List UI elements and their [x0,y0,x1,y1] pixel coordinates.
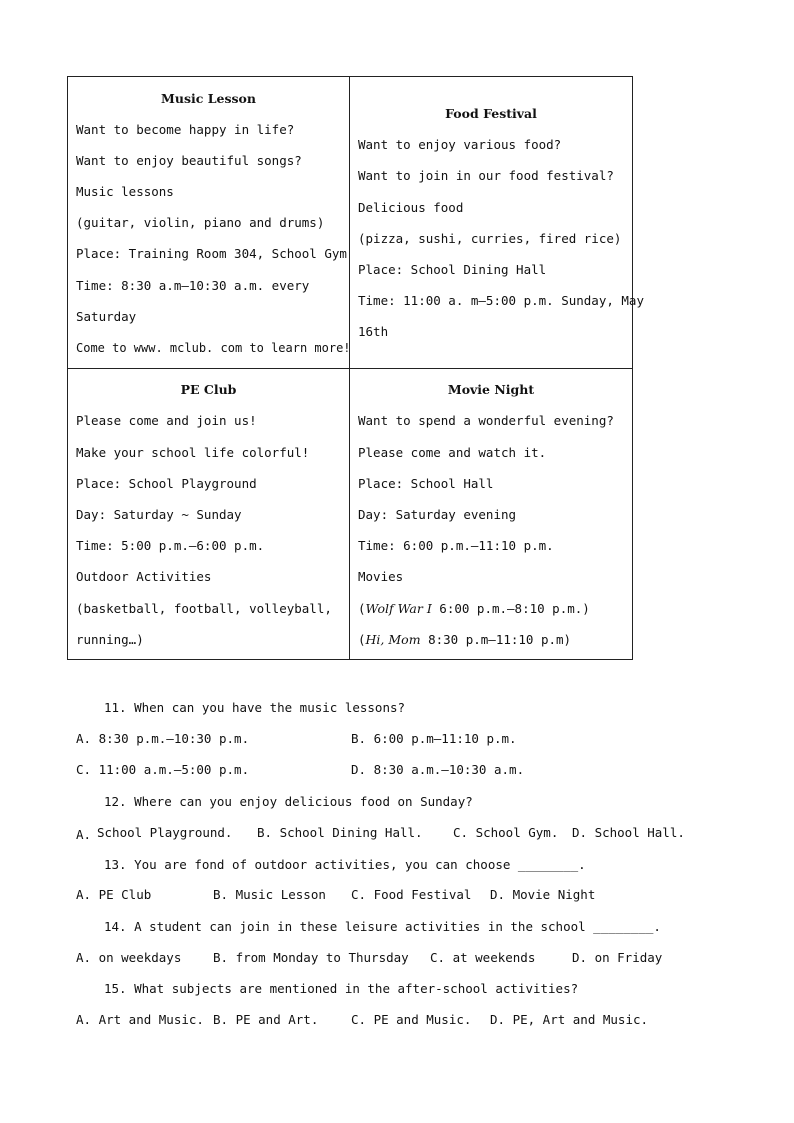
card-line: Place: School Dining Hall [358,262,547,277]
option-a: A. PE Club [76,887,152,902]
card-line: Saturday [76,309,137,324]
question-14 [104,919,661,935]
card-line: 16th [358,324,389,339]
question-text: What subjects are mentioned in the after-school activities? [134,981,579,996]
movie-title: Hi, Mom [365,632,421,647]
option-d: D. 8:30 a.m.—10:30 a.m. [351,762,525,777]
option-c: C. School Gym. [453,825,559,840]
option-d: D. Movie Night [490,887,596,902]
option-d: D. on Friday [572,950,663,965]
option-d: D. PE, Art and Music. [490,1012,649,1027]
movie-open-paren: ( [358,632,366,647]
card-line: Want to join in our food festival? [358,168,614,183]
card-line: (pizza, sushi, curries, fired rice) [358,231,622,246]
option-c: C. PE and Music. [351,1012,472,1027]
card-line: Time: 6:00 p.m.—11:10 p.m. [358,538,554,553]
card-line: Day: Saturday evening [358,507,517,522]
card-line: Want to spend a wonderful evening? [358,413,614,428]
card-title: Movie Night [447,382,535,397]
question-number: 13. [104,857,127,872]
notice-table [67,76,644,660]
question-text: You are fond of outdoor activities, you can choose ________. [134,857,586,872]
food-festival-card [350,77,644,368]
option-c: C. Food Festival [351,887,472,902]
question-number: 11. [104,700,127,715]
card-line: Make your school life colorful! [76,445,310,460]
option-d: D. School Hall. [572,825,685,840]
option-a: A. on weekdays [76,950,182,965]
question-12 [104,794,473,810]
card-line: Want to enjoy beautiful songs? [76,153,302,168]
option-a: A. Art and Music. [76,1012,204,1027]
question-15 [104,981,578,997]
card-line: Please come and watch it. [358,445,547,460]
option-c: C. 11:00 a.m.—5:00 p.m. [76,762,250,777]
card-line: Want to enjoy various food? [358,137,562,152]
card-line: Music lessons [76,184,174,199]
question-text: When can you have the music lessons? [134,700,406,715]
card-line: Time: 11:00 a. m—5:00 p.m. Sunday, May [358,293,644,308]
question-13 [104,857,586,873]
card-line: Place: Training Room 304, School Gym [76,246,347,261]
option-a: A. 8:30 p.m.—10:30 p.m. [76,731,250,746]
question-number: 14. [104,919,127,934]
question-text: Where can you enjoy delicious food on Sunday? [134,794,473,809]
card-line: running…) [76,632,144,647]
card-line: Day: Saturday ~ Sunday [76,507,242,522]
card-line: (guitar, violin, piano and drums) [76,215,325,230]
option-a: School Playground. [97,825,233,840]
card-line: (basketball, football, volleyball, [76,601,332,616]
card-line: Delicious food [358,200,464,215]
card-line: Want to become happy in life? [76,122,295,137]
question-number: 12. [104,794,127,809]
question-number: 15. [104,981,127,996]
option-a-label: A. [76,827,92,842]
option-b: B. School Dining Hall. [257,825,423,840]
pe-club-card [68,369,349,660]
card-line: Place: School Hall [358,476,494,491]
card-title: Food Festival [445,106,537,121]
card-title: Music Lesson [161,91,256,106]
card-line: Come to www. mclub. com to learn more! [76,341,351,355]
option-b: B. from Monday to Thursday [213,950,409,965]
movie-open-paren: ( [358,601,366,616]
question-text: A student can join in these leisure activities in the school ________. [134,919,661,934]
music-lesson-card [68,77,349,368]
card-line: Movies [358,569,404,584]
movie-listing [358,632,571,648]
option-b: B. 6:00 p.m—11:10 p.m. [351,731,517,746]
movie-time: 6:00 p.m.—8:10 p.m.) [431,601,590,616]
option-b: B. Music Lesson [213,887,326,902]
card-line: Please come and join us! [76,413,257,428]
card-line: Time: 5:00 p.m.—6:00 p.m. [76,538,265,553]
option-b: B. PE and Art. [213,1012,319,1027]
card-line: Time: 8:30 a.m—10:30 a.m. every [76,278,310,293]
movie-night-card [350,369,632,660]
card-title: PE Club [180,382,237,397]
card-line: Outdoor Activities [76,569,212,584]
movie-time: 8:30 p.m—11:10 p.m) [420,632,572,647]
movie-listing [358,601,590,617]
question-11 [104,700,405,716]
option-c: C. at weekends [430,950,536,965]
movie-title: Wolf War I [365,601,432,616]
card-line: Place: School Playground [76,476,257,491]
